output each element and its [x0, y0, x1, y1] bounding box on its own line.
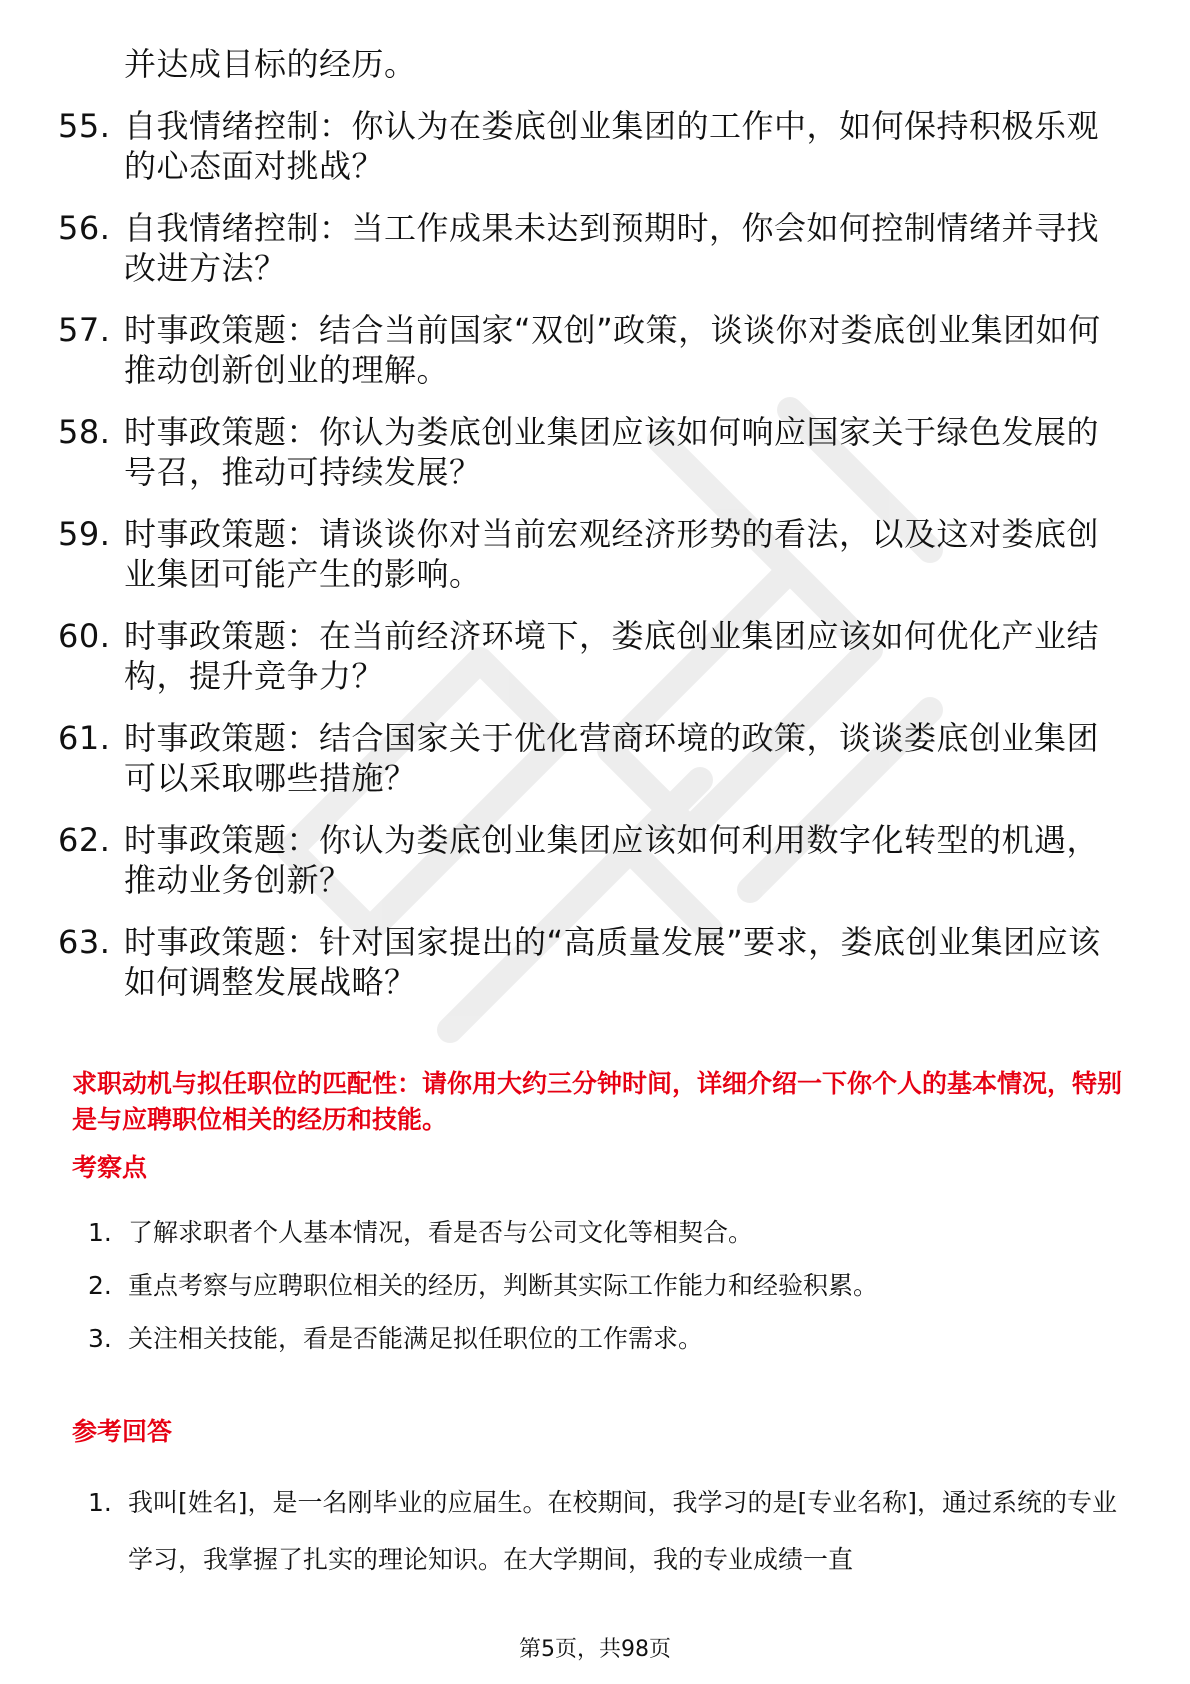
question-number: 59. — [58, 515, 111, 553]
page-footer: 第5页，共98页 — [519, 1637, 671, 1662]
question-text: 时事政策题：请谈谈你对当前宏观经济形势的看法，以及这对娄底创业集团可能产生的影响。 — [124, 515, 1100, 593]
question-number: 61. — [58, 719, 111, 757]
question-number: 56. — [58, 209, 111, 247]
question-text: 自我情绪控制：当工作成果未达到预期时，你会如何控制情绪并寻找改进方法？ — [124, 209, 1100, 287]
question-item — [58, 820, 1128, 900]
question-text: 时事政策题：你认为娄底创业集团应该如何利用数字化转型的机遇，推动业务创新？ — [124, 821, 1100, 899]
question-text: 时事政策题：针对国家提出的“高质量发展”要求，娄底创业集团应该如何调整发展战略？ — [124, 923, 1101, 1001]
question-continuation — [58, 44, 1128, 84]
section-heading: 求职动机与拟任职位的匹配性：请你用大约三分钟时间，详细介绍一下你个人的基本情况，特别是与应聘职位相关的经历和技能。 — [72, 1069, 1123, 1134]
question-item — [58, 208, 1128, 288]
answer-number: 1. — [88, 1488, 112, 1517]
question-item — [58, 922, 1128, 1002]
point-number: 2. — [88, 1271, 112, 1300]
question-item — [58, 718, 1128, 798]
question-item — [58, 412, 1128, 492]
list-item — [88, 1269, 1133, 1303]
point-text: 了解求职者个人基本情况，看是否与公司文化等相契合。 — [128, 1218, 754, 1247]
list-item — [88, 1216, 1133, 1250]
question-text: 时事政策题：结合国家关于优化营商环境的政策，谈谈娄底创业集团可以采取哪些措施？ — [124, 719, 1100, 797]
question-item — [58, 106, 1128, 186]
question-number: 62. — [58, 821, 111, 859]
point-number: 1. — [88, 1218, 112, 1247]
answer-title: 参考回答 — [72, 1417, 173, 1446]
question-text: 自我情绪控制：你认为在娄底创业集团的工作中，如何保持积极乐观的心态面对挑战？ — [124, 107, 1100, 185]
point-text: 重点考察与应聘职位相关的经历，判断其实际工作能力和经验积累。 — [128, 1271, 879, 1300]
points-list — [88, 1216, 1133, 1356]
answer-text: 我叫[姓名]，是一名刚毕业的应届生。在校期间，我学习的是[专业名称]，通过系统的专业学习，我掌握了扎实的理论知识。在大学期间，我的专业成绩一直 — [128, 1488, 1118, 1574]
list-item — [88, 1474, 1133, 1588]
question-number: 57. — [58, 311, 111, 349]
question-number: 60. — [58, 617, 111, 655]
question-text: 时事政策题：结合当前国家“双创”政策，谈谈你对娄底创业集团如何推动创新创业的理解。 — [124, 311, 1101, 389]
question-text: 时事政策题：你认为娄底创业集团应该如何响应国家关于绿色发展的号召，推动可持续发展？ — [124, 413, 1100, 491]
question-text: 时事政策题：在当前经济环境下，娄底创业集团应该如何优化产业结构，提升竞争力？ — [124, 617, 1100, 695]
question-item — [58, 310, 1128, 390]
question-list — [58, 44, 1128, 1024]
point-text: 关注相关技能，看是否能满足拟任职位的工作需求。 — [128, 1324, 704, 1353]
question-item — [58, 514, 1128, 594]
continuation-text: 并达成目标的经历。 — [124, 45, 417, 83]
question-number: 55. — [58, 107, 111, 145]
points-title: 考察点 — [72, 1153, 148, 1182]
question-number: 58. — [58, 413, 111, 451]
answer-list — [88, 1474, 1133, 1588]
point-number: 3. — [88, 1324, 112, 1353]
question-number: 63. — [58, 923, 111, 961]
question-item — [58, 616, 1128, 696]
list-item — [88, 1322, 1133, 1356]
